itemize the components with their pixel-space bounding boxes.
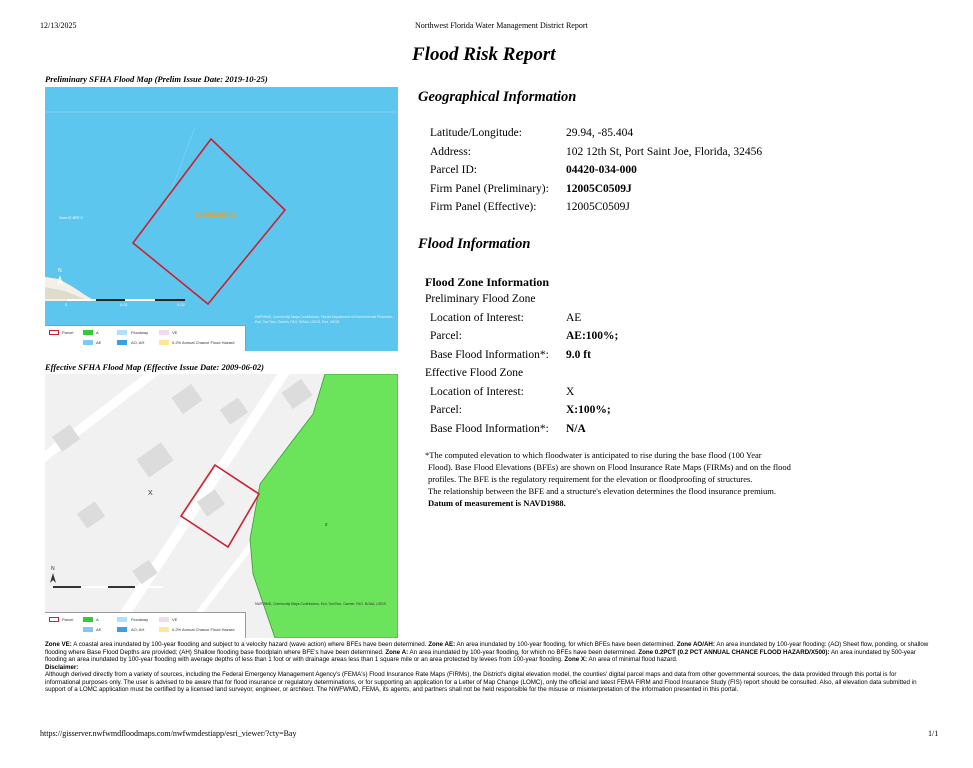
scale-label-0: 0 <box>65 302 68 307</box>
prelim-bfe-value: 9.0 ft <box>566 349 591 361</box>
prelim-parcel-value: AE:100%; <box>566 330 619 342</box>
legend-label-floodway: Floodway <box>131 330 149 335</box>
page-number: 1/1 <box>928 729 939 738</box>
prelim-parcel-label: Parcel: <box>430 330 462 342</box>
legend-label-a: A <box>96 330 99 335</box>
effective-zone-title: Effective Flood Zone <box>425 367 524 379</box>
effective-map-title: Effective SFHA Flood Map (Effective Issue Date: 2009-06-02) <box>45 362 265 372</box>
prelim-location-value: AE <box>566 312 582 324</box>
legend-swatch-ao-ah <box>117 627 127 632</box>
print-date: 12/13/2025 <box>40 21 77 30</box>
zone-x-text: An area of minimal flood hazard. <box>588 656 678 663</box>
legend-label-parcel: Parcel <box>62 617 74 622</box>
map-legend-effective <box>45 612 246 638</box>
zone-x-label: Zone X: <box>564 656 588 663</box>
eff-bfe-value: N/A <box>566 423 586 435</box>
legend-swatch-floodway <box>117 617 127 622</box>
bfe-note-line-4: The relationship between the BFE and a structure's elevation determines the flood insurance premium. <box>428 486 777 496</box>
prelim-location-label: Location of Interest: <box>430 312 524 324</box>
document-header-title: Northwest Florida Water Management District Report <box>415 21 588 30</box>
eff-parcel-label: Parcel: <box>430 404 462 416</box>
map-attribution: NWFWMD, Community Maps Contributors, Florida Department of Environmental Protection, Esri, TomTom, Garmin, FAO, NOAA, USGS, Esri, USGS <box>255 315 394 324</box>
zone-aoah-label: Zone AO/AH: <box>676 641 715 648</box>
firm-panel-prelim-label: Firm Panel (Preliminary): <box>430 183 549 195</box>
north-arrow-icon: N <box>58 268 62 274</box>
legend-label-chance: 0.2% Annual Chance Flood Hazard <box>172 340 235 345</box>
legend-label-chance: 0.2% Annual Chance Flood Hazard <box>172 627 235 632</box>
lat-long-label: Latitude/Longitude: <box>430 127 522 139</box>
legend-swatch-parcel <box>49 330 59 335</box>
location-marker: X <box>148 490 153 497</box>
legend-swatch-a <box>83 617 93 622</box>
legend-swatch-ae <box>83 627 93 632</box>
legend-label-ao-ah: AO, AH <box>131 627 145 632</box>
map-legend <box>45 325 246 351</box>
zone-a-text: An area inundated by 100-year flooding, for which no BFEs have been determined. <box>409 648 637 656</box>
svg-text:x: x <box>325 522 328 528</box>
lat-long-value: 29.94, -85.404 <box>566 127 634 139</box>
legend-label-ve: VE <box>172 617 178 622</box>
flood-section-title: Flood Information <box>418 236 531 252</box>
zone-ae-text: An area inundated by 100-year flooding, for which BFEs have been determined. <box>456 641 675 648</box>
firm-panel-effective-label: Firm Panel (Effective): <box>430 201 537 213</box>
zone-ve-text: A coastal area inundated by 100-year flooding and subject to a velocity hazard (wave action) where BFEs have been determined. <box>73 641 427 648</box>
preliminary-flood-map <box>45 87 398 351</box>
legend-label-ae: AE <box>96 340 102 345</box>
bfe-note-line-1: *The computed elevation to which floodwater is anticipated to rise during the base flood (100 Year <box>425 450 762 460</box>
zone-aoah-text: An area inundated by 100-year flooding: (AO) Sheet flow, ponding, or shallow flooding where Base Flood Depths are provided; (AH) Shallow flooding base floodplain where BFE's have been determined. <box>45 641 929 656</box>
legend-swatch-chance <box>159 340 169 345</box>
panel-label: 12005C0509J <box>195 212 236 219</box>
eff-bfe-label: Base Flood Information*: <box>430 423 549 435</box>
effective-map-graphic <box>45 374 398 638</box>
preliminary-map-title: Preliminary SFHA Flood Map (Prelim Issue Date: 2019-10-25) <box>45 74 268 84</box>
address-value: 102 12th St, Port Saint Joe, Florida, 32456 <box>566 146 763 158</box>
eff-location-value: X <box>566 386 575 398</box>
footer-url[interactable]: https://gisserver.nwfwmdfloodmaps.com/nwfwmdestiapp/esri_viewer/?cty=Bay <box>40 729 297 738</box>
legend-swatch-parcel <box>49 617 59 622</box>
firm-panel-prelim-value: 12005C0509J <box>566 183 632 195</box>
legend-label-floodway: Floodway <box>131 617 149 622</box>
legend-label-ae: AE <box>96 627 102 632</box>
prelim-bfe-label: Base Flood Information*: <box>430 349 549 361</box>
disclaimer-text: Although derived directly from a variety of sources, including the Federal Emergency Management Agency's (FEMA's) Flood Insurance Rate Maps (FIRMs), the District's digital elevation model, the counties' digital parcel maps and data from other governmental sources, the data provided through this portal is for informational purposes only. The user is advised to be aware that for flood insurance or regulatory determinations, or for supporting an application for a Letter of Map Change (LOMC), only the official and latest FEMA FIRM and Flood Insurance Study (FIS) report should be consulted. Also, all elevation data submitted in support of a LOMC application must be certified by a licensed land surveyor, engineer, or architect. The NWFWMD, FEMA, its agents, and partners shall not be held responsible for the misuse or misinterpretation of the information presented in this portal. <box>45 671 917 693</box>
zone-02-label: Zone 0.2PCT (0.2 PCT ANNUAL CHANCE FLOOD HAZARD/X500): <box>638 648 830 656</box>
zone-a-label: Zone A: <box>385 648 409 656</box>
parcel-id-label: Parcel ID: <box>430 164 477 176</box>
effective-flood-map <box>45 374 398 638</box>
map-attribution-effective: NWFWMD, Community Maps Contributors, Esri, TomTom, Garmin, FAO, NOAA, USGS <box>255 602 386 606</box>
scale-label-1: 0.01 <box>120 302 128 307</box>
eff-parcel-value: X:100%; <box>566 404 611 416</box>
eff-location-label: Location of Interest: <box>430 386 524 398</box>
legend-swatch-ao-ah <box>117 340 127 345</box>
bfe-note <box>425 449 875 509</box>
zone-ve-label: Zone VE: <box>45 641 72 648</box>
zone-definitions <box>45 641 930 694</box>
legend-label-ao-ah: AO, AH <box>131 340 145 345</box>
bfe-note-line-2: Flood). Base Flood Elevations (BFEs) are shown on Flood Insurance Rate Maps (FIRMs) and on the flood <box>428 462 791 472</box>
preliminary-zone-title: Preliminary Flood Zone <box>425 293 536 305</box>
zone-02-text: An area inundated by 500-year flooding an area inundated by 100-year flooding with average depths of less than 1 foot or with drainage areas less than 1 square mile or an area protected by levees from 100-year flooding. <box>45 648 916 663</box>
legend-swatch-ve <box>159 330 169 335</box>
north-arrow-icon-effective: N <box>51 566 55 572</box>
firm-panel-effective-value: 12005C0509J <box>566 201 630 213</box>
zone-ae-label: Zone AE: <box>428 641 456 648</box>
bfe-note-line-3: profiles. The BFE is the regulatory requirement for the elevation or floodproofing of structures. <box>428 474 753 484</box>
legend-swatch-ae <box>83 340 93 345</box>
disclaimer-label: Disclaimer: <box>45 663 79 671</box>
legend-swatch-chance <box>159 627 169 632</box>
flood-zone-info-title: Flood Zone Information <box>425 275 550 289</box>
preliminary-map-graphic <box>45 87 398 351</box>
address-label: Address: <box>430 146 471 158</box>
report-title: Flood Risk Report <box>412 44 556 65</box>
legend-swatch-floodway <box>117 330 127 335</box>
legend-swatch-ve <box>159 617 169 622</box>
legend-label-parcel: Parcel <box>62 330 74 335</box>
zone-label: Zone IE BFE 9 <box>59 216 83 220</box>
legend-label-ve: VE <box>172 330 178 335</box>
datum-note: Datum of measurement is NAVD1988. <box>428 498 566 508</box>
scale-label-2: 0.02 <box>177 302 185 307</box>
parcel-id-value: 04420-034-000 <box>566 164 637 176</box>
geographical-section-title: Geographical Information <box>418 89 577 105</box>
legend-swatch-a <box>83 330 93 335</box>
legend-label-a: A <box>96 617 99 622</box>
